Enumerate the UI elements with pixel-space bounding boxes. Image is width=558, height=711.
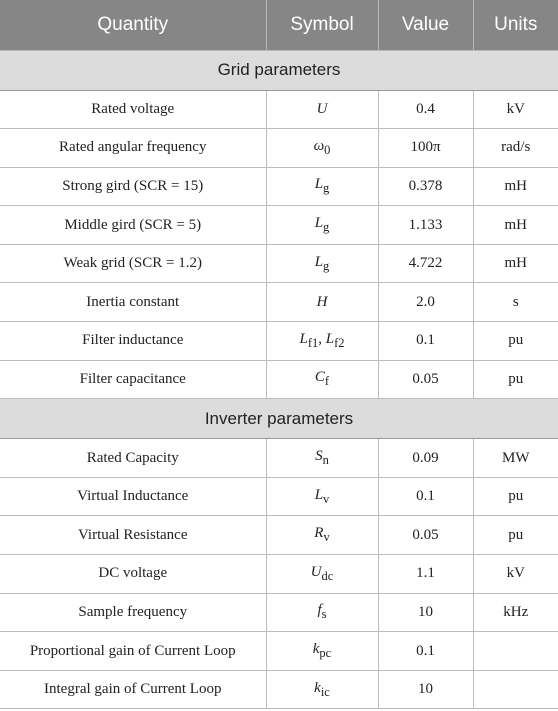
value-cell: 4.722 bbox=[378, 244, 473, 283]
value-cell: 0.4 bbox=[378, 90, 473, 129]
symbol-cell: $L_{f1}$, $L_{f2}$ bbox=[266, 322, 378, 361]
symbol-cell bbox=[266, 360, 378, 399]
symbol-letter: U bbox=[310, 563, 322, 580]
symbol-cell bbox=[266, 593, 378, 632]
units-cell: mH bbox=[473, 206, 558, 245]
units-cell: pu bbox=[473, 477, 558, 516]
symbol-cell bbox=[266, 516, 378, 555]
units-cell: MW bbox=[473, 439, 558, 478]
quantity-cell: Rated angular frequency bbox=[0, 129, 266, 168]
table-row bbox=[0, 206, 558, 245]
value-cell: 0.1 bbox=[378, 477, 473, 516]
symbol-cell bbox=[266, 244, 378, 283]
symbol-cell bbox=[266, 439, 378, 478]
table-row bbox=[0, 360, 558, 399]
symbol-letter: R bbox=[314, 525, 324, 542]
symbol-subscript: s bbox=[321, 607, 327, 622]
symbol-cell bbox=[266, 206, 378, 245]
symbol-cell bbox=[266, 129, 378, 168]
quantity-cell: Inertia constant bbox=[0, 283, 266, 322]
table-row bbox=[0, 167, 558, 206]
symbol-subscript: pc bbox=[319, 646, 332, 661]
table-row bbox=[0, 632, 558, 671]
value-cell: 1.1 bbox=[378, 555, 473, 594]
header-symbol: Symbol bbox=[266, 0, 378, 50]
units-cell: s bbox=[473, 283, 558, 322]
symbol-letter: L bbox=[325, 330, 335, 347]
value-cell: 0.378 bbox=[378, 167, 473, 206]
quantity-cell: Strong gird (SCR = 15) bbox=[0, 167, 266, 206]
section-header-row bbox=[0, 50, 558, 90]
table-row bbox=[0, 90, 558, 129]
quantity-cell: Virtual Resistance bbox=[0, 516, 266, 555]
quantity-cell: Rated voltage bbox=[0, 90, 266, 129]
quantity-cell: Integral gain of Current Loop bbox=[0, 670, 266, 709]
quantity-cell: Rated Capacity bbox=[0, 439, 266, 478]
table-row bbox=[0, 283, 558, 322]
symbol-subscript: f2 bbox=[334, 335, 345, 350]
section-header-row bbox=[0, 399, 558, 439]
symbol-cell bbox=[266, 477, 378, 516]
symbol-letter: k bbox=[314, 679, 321, 696]
value-cell: 0.09 bbox=[378, 439, 473, 478]
quantity-cell: Virtual Inductance bbox=[0, 477, 266, 516]
value-cell: 10 bbox=[378, 670, 473, 709]
symbol-letter: L bbox=[314, 253, 324, 270]
symbol-letter: f bbox=[317, 602, 322, 619]
units-cell: kV bbox=[473, 90, 558, 129]
symbol-cell bbox=[266, 90, 378, 129]
units-cell: pu bbox=[473, 360, 558, 399]
table-header bbox=[0, 0, 558, 50]
value-cell: 1.133 bbox=[378, 206, 473, 245]
table-row bbox=[0, 439, 558, 478]
symbol-subscript: n bbox=[322, 453, 329, 468]
value-cell: 0.1 bbox=[378, 322, 473, 361]
value-cell: 2.0 bbox=[378, 283, 473, 322]
table-row bbox=[0, 670, 558, 709]
units-cell bbox=[473, 670, 558, 709]
table-row bbox=[0, 477, 558, 516]
symbol-letter: L bbox=[314, 215, 324, 232]
value-cell: 0.05 bbox=[378, 360, 473, 399]
symbol-cell bbox=[266, 670, 378, 709]
value-cell: 10 bbox=[378, 593, 473, 632]
value-cell: 0.05 bbox=[378, 516, 473, 555]
table-row bbox=[0, 322, 558, 361]
symbol-subscript: dc bbox=[321, 568, 334, 583]
symbol-cell bbox=[266, 555, 378, 594]
symbol-subscript: ic bbox=[320, 684, 330, 699]
symbol-subscript: g bbox=[323, 181, 330, 196]
symbol-subscript: g bbox=[323, 258, 330, 273]
header-value: Value bbox=[378, 0, 473, 50]
table-row bbox=[0, 244, 558, 283]
symbol-subscript: v bbox=[323, 530, 330, 545]
quantity-cell: Filter capacitance bbox=[0, 360, 266, 399]
header-quantity: Quantity bbox=[0, 0, 266, 50]
quantity-cell: Sample frequency bbox=[0, 593, 266, 632]
section-title: Inverter parameters bbox=[0, 399, 558, 439]
quantity-cell: Proportional gain of Current Loop bbox=[0, 632, 266, 671]
symbol-subscript: f bbox=[324, 374, 330, 389]
value-cell: 100π bbox=[378, 129, 473, 168]
symbol-letter: S bbox=[315, 448, 323, 465]
table-row bbox=[0, 593, 558, 632]
quantity-cell: Middle gird (SCR = 5) bbox=[0, 206, 266, 245]
table-row bbox=[0, 516, 558, 555]
header-units: Units bbox=[473, 0, 558, 50]
symbol-letter: ω bbox=[313, 137, 325, 154]
symbol-subscript: v bbox=[323, 491, 330, 506]
units-cell: mH bbox=[473, 167, 558, 206]
units-cell bbox=[473, 632, 558, 671]
symbol-subscript: g bbox=[323, 220, 330, 235]
symbol-subscript: 0 bbox=[324, 142, 331, 157]
symbol-letter: k bbox=[312, 641, 320, 658]
quantity-cell: DC voltage bbox=[0, 555, 266, 594]
symbol-letter: H bbox=[316, 293, 328, 310]
symbol-cell bbox=[266, 167, 378, 206]
symbol-cell bbox=[266, 283, 378, 322]
symbol-letter: C bbox=[314, 369, 325, 386]
symbol-letter: U bbox=[316, 100, 328, 117]
table-row bbox=[0, 129, 558, 168]
units-cell: kHz bbox=[473, 593, 558, 632]
units-cell: kV bbox=[473, 555, 558, 594]
table-body bbox=[0, 50, 558, 709]
symbol-subscript: f1 bbox=[307, 335, 319, 350]
units-cell: pu bbox=[473, 322, 558, 361]
symbol-cell bbox=[266, 632, 378, 671]
section-title: Grid parameters bbox=[0, 50, 558, 90]
value-cell: 0.1 bbox=[378, 632, 473, 671]
symbol-letter: L bbox=[314, 176, 324, 193]
quantity-cell: Filter inductance bbox=[0, 322, 266, 361]
quantity-cell: Weak grid (SCR = 1.2) bbox=[0, 244, 266, 283]
units-cell: rad/s bbox=[473, 129, 558, 168]
symbol-letter: L bbox=[299, 330, 308, 347]
units-cell: pu bbox=[473, 516, 558, 555]
units-cell: mH bbox=[473, 244, 558, 283]
table-row bbox=[0, 555, 558, 594]
symbol-letter: L bbox=[314, 486, 324, 503]
